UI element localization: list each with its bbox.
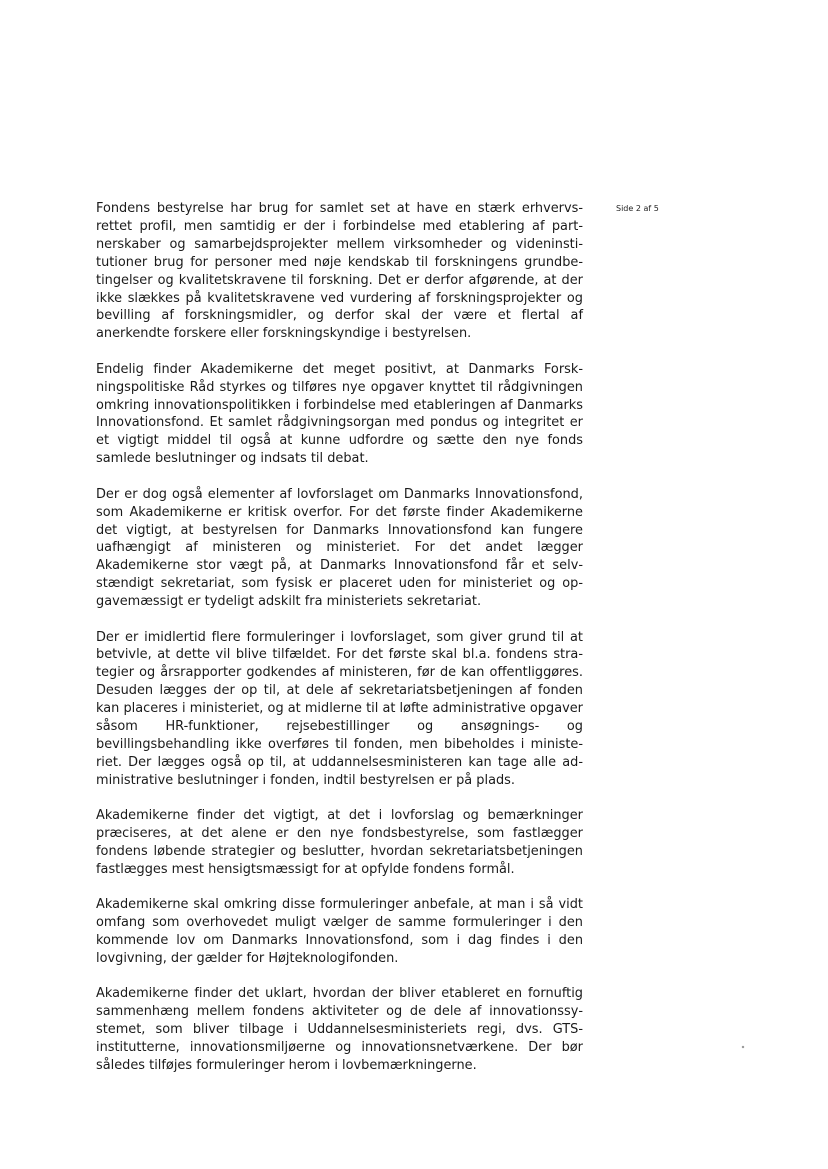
paragraph-research-council: Endelig finder Akademikerne det meget positivt, at Danmarks Forskningspolitiske Råd styrkes og tilføres nye opgaver knyttet til rådgivningen omkring innovationspolitikken i forbindelse med etableringen af Danmarks Innovationsfond. Et samlet rådgivningsorgan med pondus og integritet er et vigtigt middel til også at kunne udfordre og sætte den nye fonds samlede beslutninger og indsats til debat. [96, 361, 583, 467]
paragraph-critical-elements: Der er dog også elementer af lovforslaget om Danmarks Innovationsfond, som Akademikerne er kritisk overfor. For det første finder Akademikerne det vigtigt, at bestyrelsen for Danmarks Innovationsfond kan fungere uafhængigt af ministeren og ministeriet. For det andet lægger Akademikerne stor vægt på, at Danmarks Innovationsfond får et selvstændigt sekretariat, som fysisk er placeret uden for ministeriet og opgavemæssigt er tydeligt adskilt fra ministeriets sekretariat. [96, 486, 583, 610]
scan-speck [742, 1046, 745, 1049]
paragraph-formulations-doubt: Der er imidlertid flere formuleringer i lovforslaget, som giver grund til at betvivle, at dette vil blive tilfældet. For det første skal bl.a. fondens strategier og årsrapporter godkendes af ministeren, før de kan offentliggøres. Desuden lægges der op til, at dele af sekretariatsbetjeningen af fonden kan placeres i ministeriet, og at midlerne til at løfte administrative opgaver såsom HR-funktioner, rejsebestillinger og ansøgnings- og bevillingsbehandling ikke overføres til fonden, men bibeholdes i ministeriet. Der lægges også op til, at uddannelsesministeren kan tage alle administrative beslutninger i fonden, indtil bestyrelsen er på plads. [96, 629, 583, 788]
paragraph-coherence: Akademikerne finder det uklart, hvordan der bliver etableret en fornuftig sammenhæng mellem fondens aktiviteter og de dele af innovationssystemet, som bliver tilbage i Uddannelsesministeriets regi, dvs. GTS-institutterne, innovationsmiljøerne og innovationsnetværkene. Der bør således tilføjes formuleringer herom i lovbemærkningerne. [96, 986, 583, 1074]
body-text [96, 200, 583, 1092]
page-number: Side 2 af 5 [616, 204, 659, 213]
paragraph-clarification: Akademikerne finder det vigtigt, at det i lovforslag og bemærkninger præciseres, at det alene er den nye fondsbestyrelse, som fastlægger fondens løbende strategier og beslutter, hvordan sekretariatsbetjeningen fastlægges mest hensigtsmæssigt for at opfylde fondens formål. [96, 808, 583, 877]
paragraph-board-profile: Fondens bestyrelse har brug for samlet set at have en stærk erhvervsrettet profil, men samtidig er der i forbindelse med etablering af partnerskaber og samarbejdsprojekter mellem virksomheder og videninstitutioner brug for personer med nøje kendskab til forskningens grundbetingelser og kvalitetskravene til forskning. Det er derfor afgørende, at der ikke slækkes på kvalitetskravene ved vurdering af forskningsprojekter og bevilling af forskningsmidler, og derfor skal der være et flertal af anerkendte forskere eller forskningskyndige i bestyrelsen. [96, 201, 583, 342]
paragraph-recommendation: Akademikerne skal omkring disse formuleringer anbefale, at man i så vidt omfang som overhovedet muligt vælger de samme formuleringer i den kommende lov om Danmarks Innovationsfond, som i dag findes i den lovgivning, der gælder for Højteknologifonden. [96, 897, 583, 967]
